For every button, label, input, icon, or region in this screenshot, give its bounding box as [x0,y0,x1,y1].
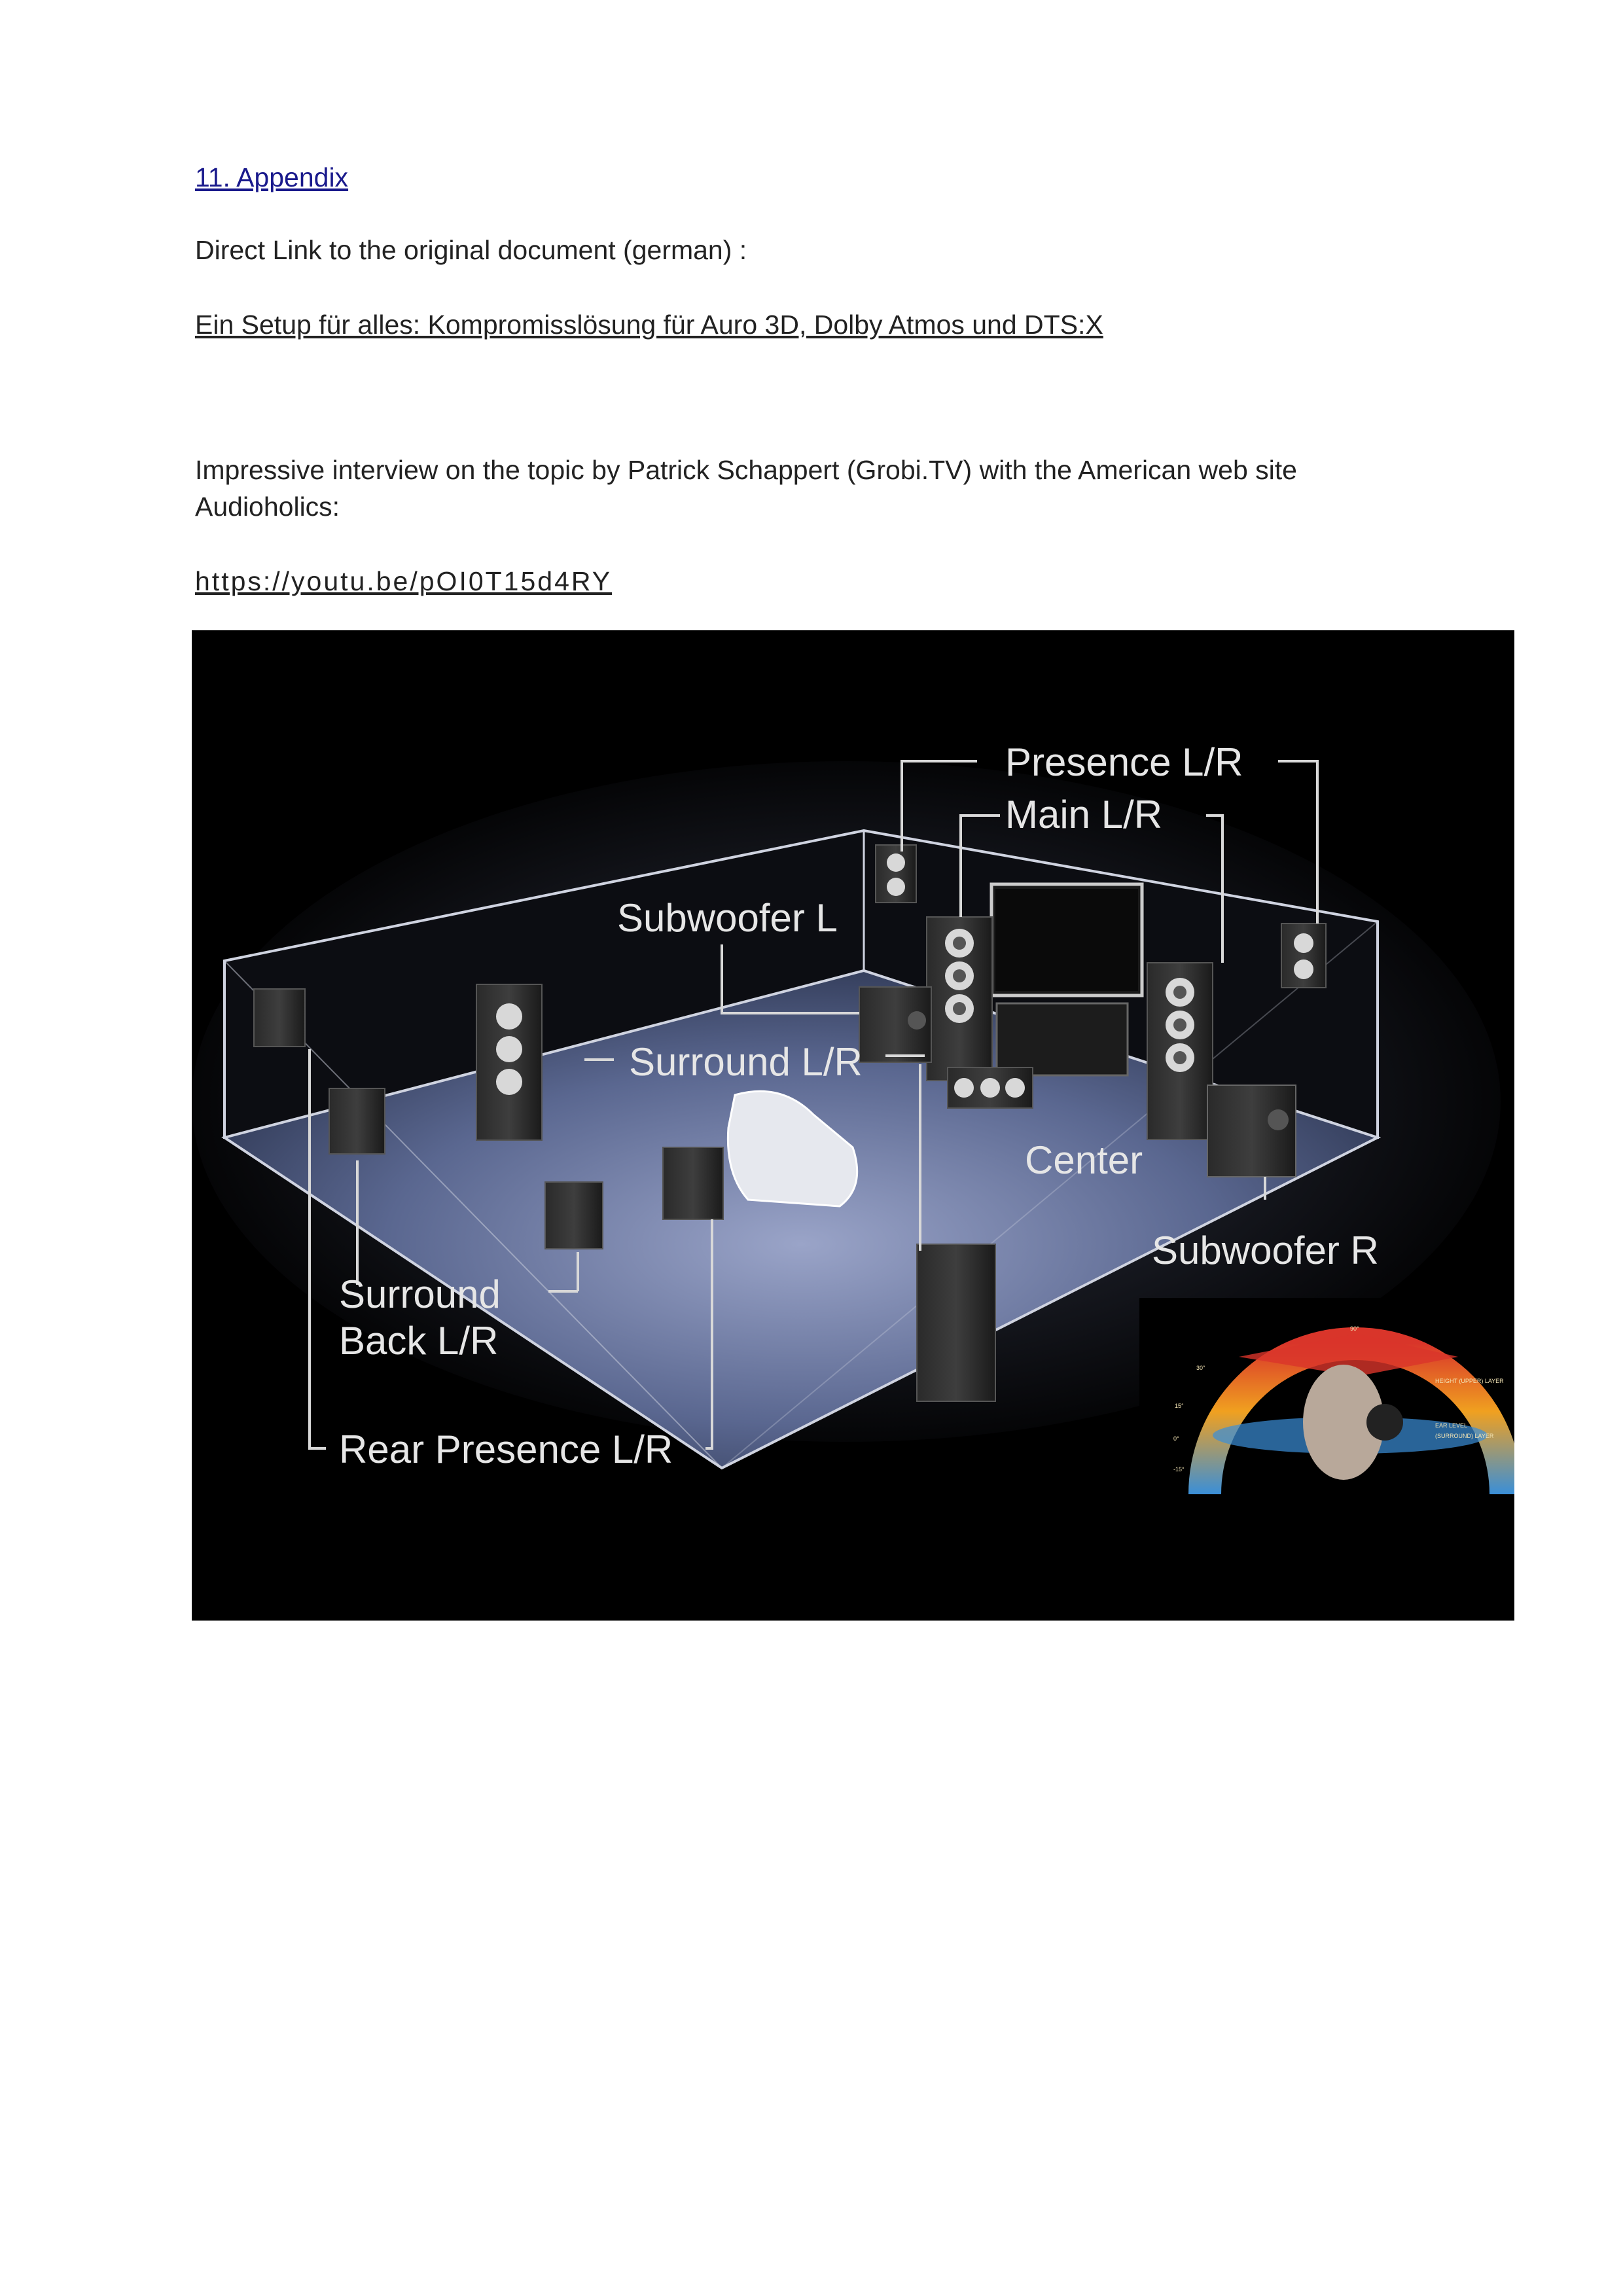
appendix-heading-link[interactable] [195,159,348,196]
subwoofer-right [1207,1085,1296,1177]
original-document-link-wrap[interactable] [195,306,1103,343]
speaker-setup-diagram [192,630,1514,1621]
surround-back-left-speaker [329,1088,385,1154]
surround-back-right-speaker [545,1182,603,1249]
svg-text:EAR LEVEL: EAR LEVEL [1435,1422,1468,1429]
youtube-link-wrap[interactable] [195,563,612,600]
main-right-speaker [1147,963,1213,1139]
svg-text:HEIGHT (UPPER) LAYER: HEIGHT (UPPER) LAYER [1435,1378,1504,1384]
center-speaker [948,1067,1033,1108]
youtube-link[interactable]: https://youtu.be/pOI0T15d4RY [195,566,613,596]
appendix-link[interactable]: 11. Appendix [195,162,349,192]
original-document-link[interactable]: Ein Setup für alles: Kompromisslösung für Auro 3D, Dolby Atmos und DTS:X [195,310,1103,340]
label-subwoofer-r: Subwoofer R [1152,1229,1379,1272]
label-surround: Surround L/R [629,1040,863,1084]
label-subwoofer-l: Subwoofer L [617,896,838,940]
label-presence: Presence L/R [1005,740,1243,784]
main-left-speaker [927,917,992,1081]
label-rear-presence: Rear Presence L/R [339,1427,673,1471]
inset-height-layers [1139,1298,1514,1498]
direct-link-intro: Direct Link to the original document (german) : [195,235,747,265]
svg-text:-15°: -15° [1173,1466,1185,1473]
interview-text-line1: Impressive interview on the topic by Patrick Schappert (Grobi.TV) with the American web site [195,455,1297,485]
label-surround-back-2: Back L/R [339,1319,499,1363]
surround-left-speaker [476,984,542,1140]
label-surround-back-1: Surround [339,1272,501,1316]
rear-presence-left-speaker [254,989,305,1047]
label-main: Main L/R [1005,793,1163,836]
front-tower-speaker [917,1244,995,1401]
presence-left-speaker [876,845,916,903]
svg-text:0°: 0° [1173,1435,1179,1442]
svg-text:(SURROUND) LAYER: (SURROUND) LAYER [1435,1433,1494,1439]
svg-text:90°: 90° [1350,1325,1359,1332]
label-center: Center [1025,1138,1143,1182]
svg-text:15°: 15° [1175,1403,1184,1409]
rear-presence-right-speaker [663,1147,723,1219]
tv-stand [997,1003,1128,1075]
interview-text-line2: Audioholics: [195,492,340,522]
svg-text:30°: 30° [1196,1365,1205,1371]
presence-right-speaker [1281,924,1326,988]
